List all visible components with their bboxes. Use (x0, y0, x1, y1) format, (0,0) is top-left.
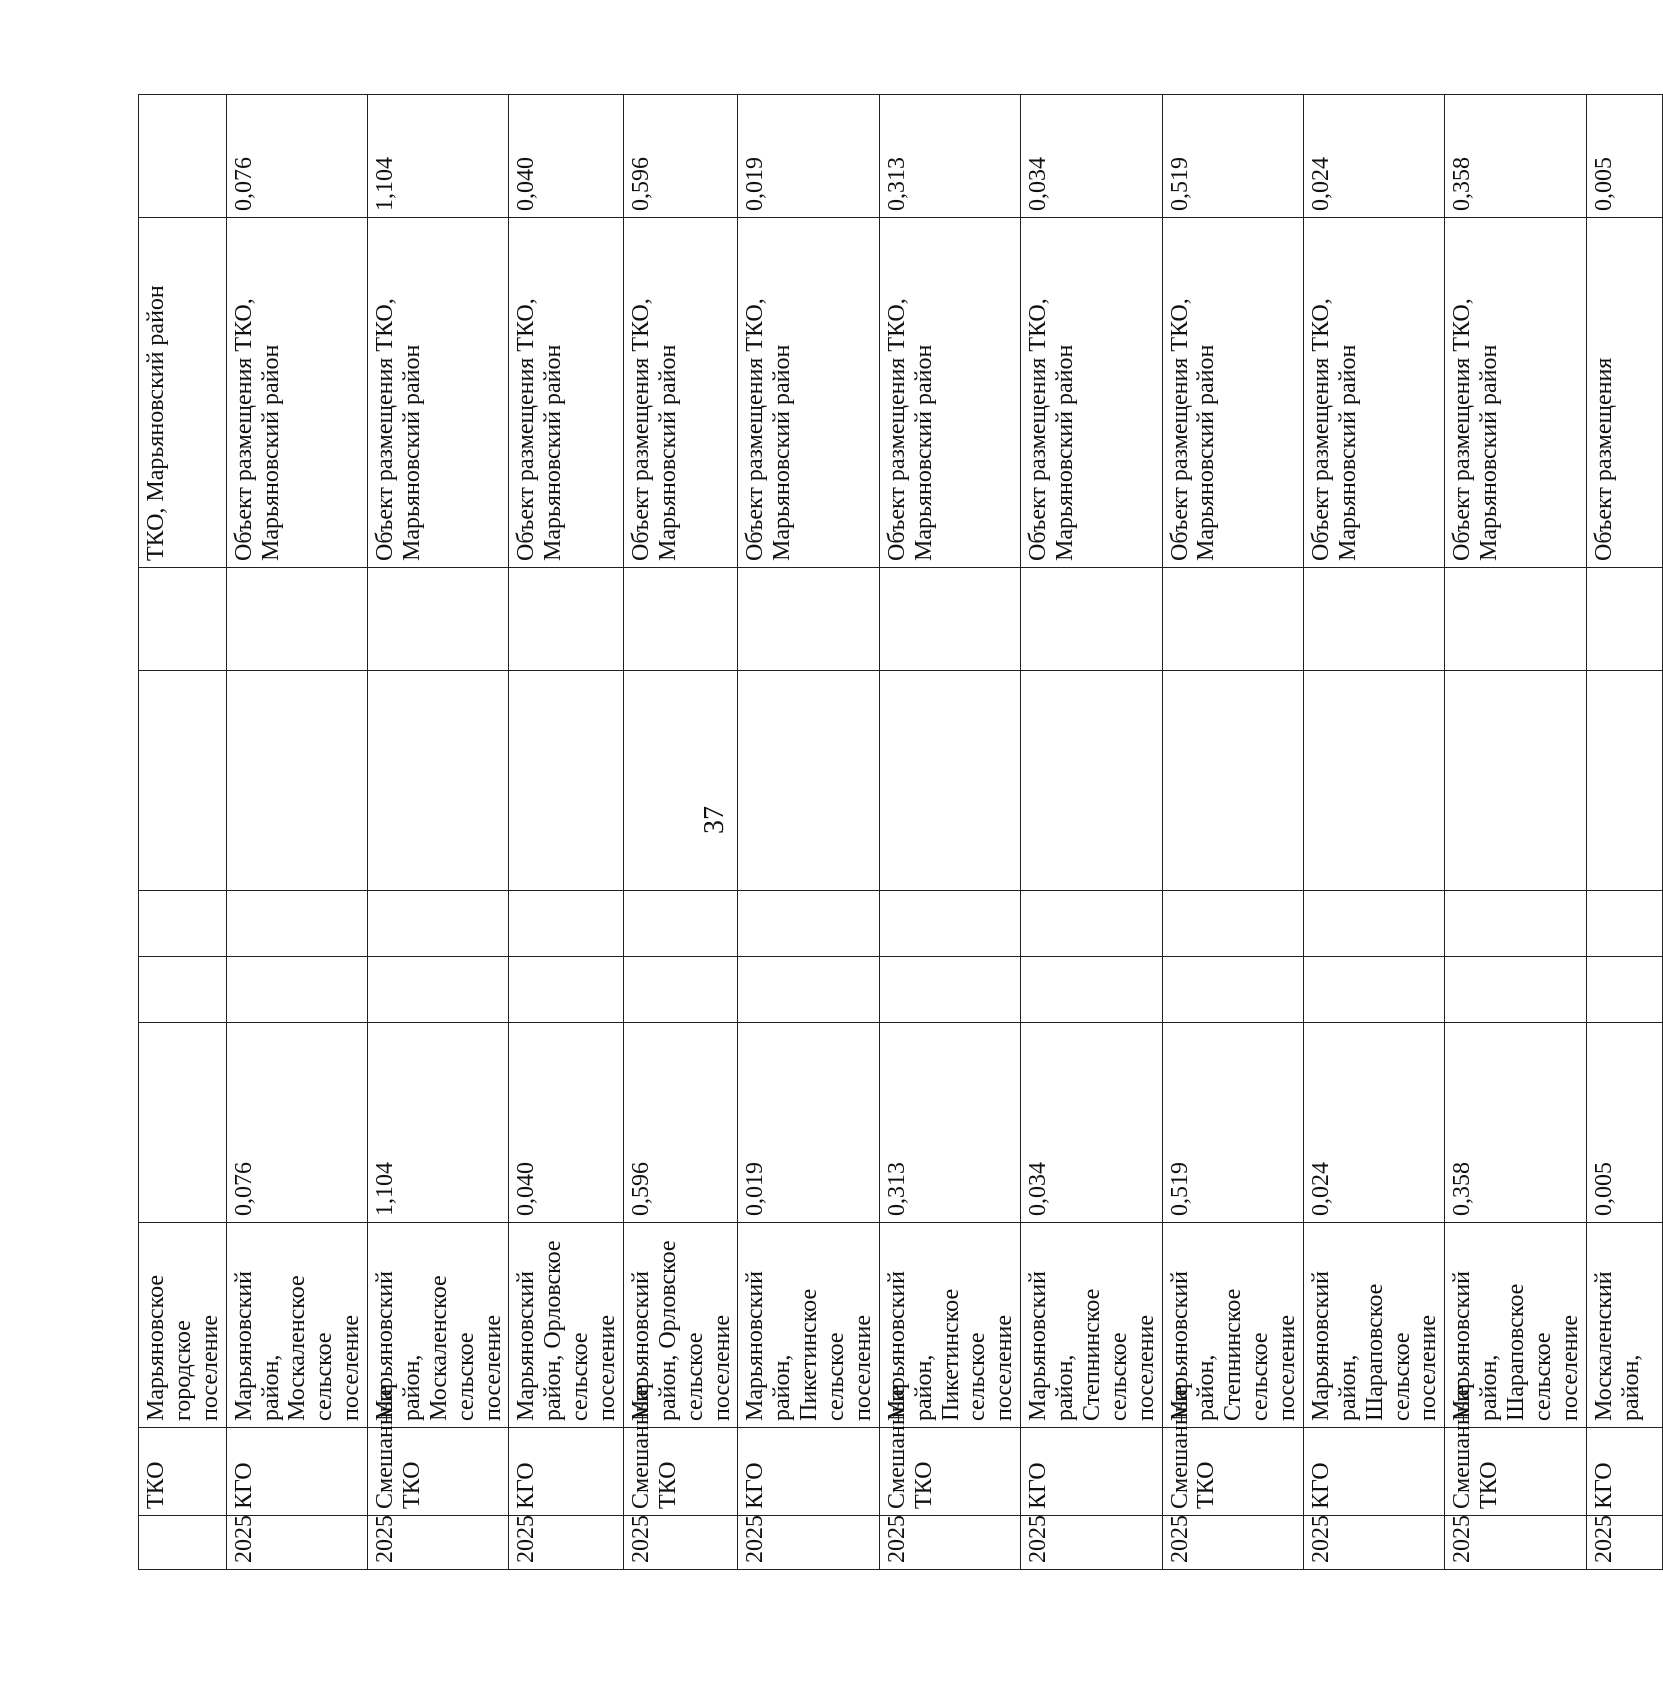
cell-waste-type: КГО (738, 1428, 879, 1516)
cell-empty (509, 957, 624, 1023)
cell-volume: 0,313 (879, 1023, 1020, 1223)
cell-year: 2025 (509, 1516, 624, 1570)
cell-object: Объект размещения ТКО, Марьяновский район (1303, 218, 1444, 568)
cell-empty (879, 568, 1020, 671)
table-row (1162, 95, 1303, 1570)
cell-waste-type: Смешанные ТКО (1162, 1428, 1303, 1516)
cell-year: 2025 (1021, 1516, 1162, 1570)
cell-location: Марьяновский район, Пикетинское сельское поселение (738, 1223, 879, 1428)
cell-location: Марьяновский район, Москаленское сельское поселение (226, 1223, 367, 1428)
cell-volume: 0,596 (623, 1023, 738, 1223)
waste-flow-table (138, 94, 1663, 1570)
cell-location: Марьяновский район, Степнинское сельское поселение (1162, 1223, 1303, 1428)
cell-empty (368, 891, 509, 957)
cell-object: Объект размещения ТКО, Марьяновский район (623, 218, 738, 568)
cell-empty (139, 891, 227, 957)
cell-empty (1445, 891, 1586, 957)
cell-empty (738, 671, 879, 891)
table-row (879, 95, 1020, 1570)
cell-location: Москаленский район, (1586, 1223, 1662, 1428)
cell-location: Марьяновский район, Шараповское сельское поселение (1445, 1223, 1586, 1428)
cell-volume-object: 0,019 (738, 95, 879, 218)
rotated-table-frame (138, 95, 1644, 1570)
cell-empty (226, 568, 367, 671)
cell-empty (368, 957, 509, 1023)
cell-volume: 0,519 (1162, 1023, 1303, 1223)
cell-empty (623, 568, 738, 671)
cell-waste-type: КГО (509, 1428, 624, 1516)
cell-empty (1303, 891, 1444, 957)
cell-empty (226, 671, 367, 891)
cell-year: 2025 (738, 1516, 879, 1570)
table-row (623, 95, 738, 1570)
cell-volume: 0,040 (509, 1023, 624, 1223)
cell-volume: 0,019 (738, 1023, 879, 1223)
cell-empty (509, 671, 624, 891)
cell-volume: 1,104 (368, 1023, 509, 1223)
table-row-continued (139, 95, 227, 1570)
cell-volume-object: 1,104 (368, 95, 509, 218)
cell-volume-object: 0,076 (226, 95, 367, 218)
cell-empty (226, 957, 367, 1023)
table-row (368, 95, 509, 1570)
cell-empty (226, 891, 367, 957)
cell-empty (1586, 671, 1662, 891)
cell-empty (1162, 891, 1303, 957)
cell-waste-type: КГО (1021, 1428, 1162, 1516)
cell-year: 2025 (226, 1516, 367, 1570)
cell-empty (879, 957, 1020, 1023)
table-row (1303, 95, 1444, 1570)
cell-empty (1162, 671, 1303, 891)
cell-object: Объект размещения ТКО, Марьяновский район (1445, 218, 1586, 568)
cell-object: Объект размещения (1586, 218, 1662, 568)
page-number: 37 (699, 806, 730, 834)
cell-volume-object (139, 95, 227, 218)
cell-empty (1586, 891, 1662, 957)
cell-empty (623, 891, 738, 957)
cell-volume: 0,076 (226, 1023, 367, 1223)
cell-location: Марьяновский район, Шараповское сельское поселение (1303, 1223, 1444, 1428)
cell-location: Марьяновский район, Степнинское сельское поселение (1021, 1223, 1162, 1428)
cell-empty (623, 671, 738, 891)
cell-empty (139, 957, 227, 1023)
cell-volume: 0,358 (1445, 1023, 1586, 1223)
cell-volume-object: 0,313 (879, 95, 1020, 218)
cell-volume-object: 0,358 (1445, 95, 1586, 218)
cell-empty (623, 957, 738, 1023)
cell-empty (879, 891, 1020, 957)
cell-empty (879, 671, 1020, 891)
cell-empty (368, 568, 509, 671)
cell-waste-type: КГО (1586, 1428, 1662, 1516)
cell-empty (1303, 568, 1444, 671)
cell-year (139, 1516, 227, 1570)
table-body (139, 95, 1663, 1570)
table-row (226, 95, 367, 1570)
table-row (1586, 95, 1662, 1570)
cell-year: 2025 (879, 1516, 1020, 1570)
cell-waste-type: Смешанные ТКО (623, 1428, 738, 1516)
cell-object: Объект размещения ТКО, Марьяновский район (1162, 218, 1303, 568)
cell-object: Объект размещения ТКО, Марьяновский район (226, 218, 367, 568)
cell-location: Марьяновский район, Пикетинское сельское поселение (879, 1223, 1020, 1428)
cell-object: Объект размещения ТКО, Марьяновский район (879, 218, 1020, 568)
table-row (509, 95, 624, 1570)
cell-location: Марьяновский район, Орловское сельское поселение (623, 1223, 738, 1428)
cell-empty (1586, 957, 1662, 1023)
cell-empty (1021, 891, 1162, 957)
cell-empty (1162, 568, 1303, 671)
cell-empty (1303, 957, 1444, 1023)
cell-waste-type: Смешанные ТКО (879, 1428, 1020, 1516)
cell-empty (738, 891, 879, 957)
cell-object: ТКО, Марьяновский район (139, 218, 227, 568)
cell-year: 2025 (368, 1516, 509, 1570)
cell-empty (738, 957, 879, 1023)
cell-volume: 0,034 (1021, 1023, 1162, 1223)
table-row (738, 95, 879, 1570)
cell-volume-object: 0,596 (623, 95, 738, 218)
cell-empty (1445, 957, 1586, 1023)
cell-empty (139, 568, 227, 671)
cell-object: Объект размещения ТКО, Марьяновский район (509, 218, 624, 568)
cell-volume (139, 1023, 227, 1223)
cell-empty (509, 891, 624, 957)
cell-year: 2025 (1586, 1516, 1662, 1570)
cell-volume-object: 0,034 (1021, 95, 1162, 218)
table-row (1445, 95, 1586, 1570)
cell-empty (368, 671, 509, 891)
cell-volume-object: 0,040 (509, 95, 624, 218)
table-row (1021, 95, 1162, 1570)
cell-empty (1021, 671, 1162, 891)
cell-volume-object: 0,519 (1162, 95, 1303, 218)
cell-empty (1162, 957, 1303, 1023)
cell-empty (1303, 671, 1444, 891)
cell-waste-type: Смешанные ТКО (1445, 1428, 1586, 1516)
cell-waste-type: КГО (1303, 1428, 1444, 1516)
cell-empty (1445, 568, 1586, 671)
cell-object: Объект размещения ТКО, Марьяновский район (368, 218, 509, 568)
cell-empty (1021, 957, 1162, 1023)
cell-volume: 0,024 (1303, 1023, 1444, 1223)
cell-volume-object: 0,005 (1586, 95, 1662, 218)
cell-year: 2025 (623, 1516, 738, 1570)
cell-empty (1021, 568, 1162, 671)
cell-empty (1586, 568, 1662, 671)
cell-empty (509, 568, 624, 671)
cell-location: Марьяновское городское поселение (139, 1223, 227, 1428)
cell-volume-object: 0,024 (1303, 95, 1444, 218)
cell-object: Объект размещения ТКО, Марьяновский район (1021, 218, 1162, 568)
cell-object: Объект размещения ТКО, Марьяновский район (738, 218, 879, 568)
cell-location: Марьяновский район, Орловское сельское поселение (509, 1223, 624, 1428)
cell-waste-type: КГО (226, 1428, 367, 1516)
cell-waste-type: Смешанные ТКО (368, 1428, 509, 1516)
cell-empty (139, 671, 227, 891)
cell-year: 2025 (1445, 1516, 1586, 1570)
cell-location: Марьяновский район, Москаленское сельское поселение (368, 1223, 509, 1428)
cell-year: 2025 (1162, 1516, 1303, 1570)
cell-empty (1445, 671, 1586, 891)
cell-waste-type: ТКО (139, 1428, 227, 1516)
cell-empty (738, 568, 879, 671)
cell-year: 2025 (1303, 1516, 1444, 1570)
cell-volume: 0,005 (1586, 1023, 1662, 1223)
